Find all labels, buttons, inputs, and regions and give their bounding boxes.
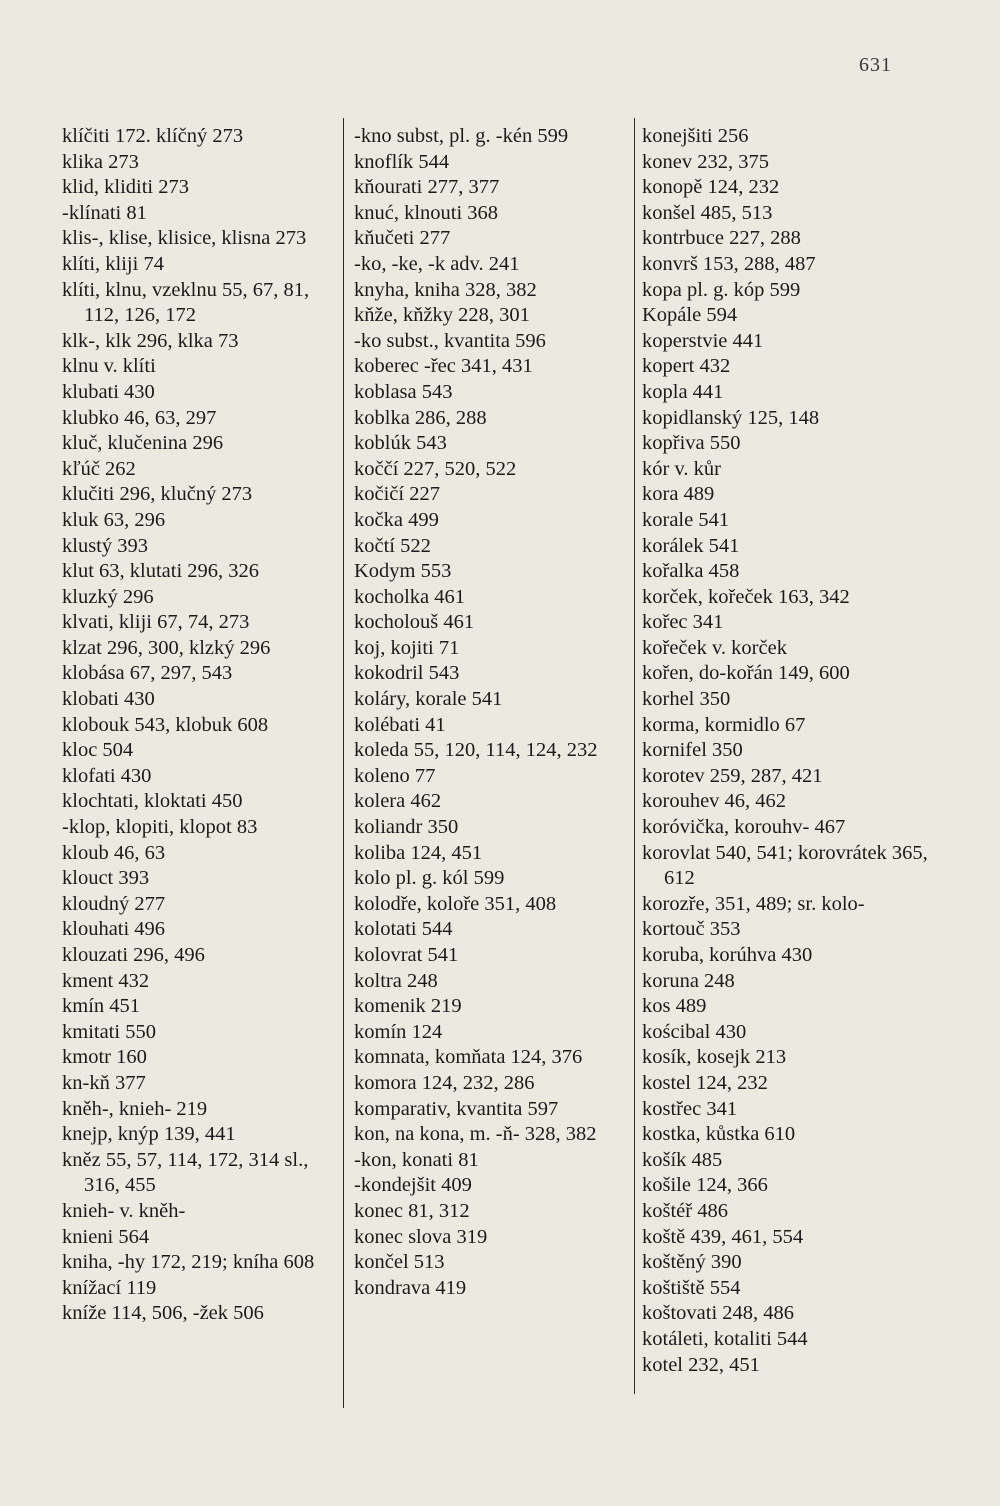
column-divider-2 <box>634 118 635 1394</box>
index-entry: kopla 441 <box>642 380 724 403</box>
index-entry: kon, na kona, m. -ň- 328, 382 <box>354 1123 597 1146</box>
index-entry: kotáleti, kotaliti 544 <box>642 1327 808 1350</box>
index-column-middle <box>354 124 630 1301</box>
index-entry: korovlat 540, 541; korovrátek 365, 612 <box>642 841 928 890</box>
index-entry: kočičí 227 <box>354 483 440 506</box>
index-entry: klučiti 296, klučný 273 <box>62 483 253 506</box>
index-entry: komenik 219 <box>354 995 462 1018</box>
index-entry: klíti, klnu, vzeklnu 55, 67, 81, 112, 126, 172 <box>62 278 310 327</box>
index-entry: klouhati 496 <box>62 918 166 941</box>
index-entry: kostřec 341 <box>642 1097 738 1120</box>
index-entry: korhel 350 <box>642 688 731 711</box>
index-entry: knieh- v. kněh- <box>62 1199 186 1222</box>
index-entry: koččí 227, 520, 522 <box>354 457 517 480</box>
index-entry: kotel 232, 451 <box>642 1353 760 1376</box>
index-entry: kořen, do-kořán 149, 600 <box>642 662 850 685</box>
index-entry: kościbal 430 <box>642 1020 747 1043</box>
index-entry: komparativ, kvantita 597 <box>354 1097 559 1120</box>
index-entry: korma, kormidlo 67 <box>642 713 806 736</box>
index-entry: koblasa 543 <box>354 380 453 403</box>
index-entry: kocholouš 461 <box>354 611 475 634</box>
index-entry: klofati 430 <box>62 764 152 787</box>
index-entry: koště 439, 461, 554 <box>642 1225 804 1248</box>
index-entry: klzat 296, 300, klzký 296 <box>62 636 271 659</box>
index-entry: -klop, klopiti, klopot 83 <box>62 816 258 839</box>
index-entry: kostka, kůstka 610 <box>642 1123 796 1146</box>
index-entry: kostel 124, 232 <box>642 1071 768 1094</box>
index-entry: koštéř 486 <box>642 1199 728 1222</box>
index-entry: korček, kořeček 163, 342 <box>642 585 850 608</box>
index-entry: kopidlanský 125, 148 <box>642 406 820 429</box>
index-entry: koj, kojiti 71 <box>354 636 460 659</box>
index-entry: klobouk 543, klobuk 608 <box>62 713 269 736</box>
index-entry: -ko, -ke, -k adv. 241 <box>354 252 520 275</box>
index-entry: kmotr 160 <box>62 1046 147 1069</box>
index-entry: korotev 259, 287, 421 <box>642 764 823 787</box>
index-entry: koruba, korúhva 430 <box>642 944 813 966</box>
index-entry: končel 513 <box>354 1251 445 1274</box>
index-entry: knyha, kniha 328, 382 <box>354 278 537 301</box>
index-entry: klouzati 296, 496 <box>62 944 205 966</box>
index-entry: klvati, kliji 67, 74, 273 <box>62 611 250 634</box>
index-entry: kolébati 41 <box>354 713 446 736</box>
index-entry: koštěný 390 <box>642 1251 742 1274</box>
index-entry: klouct 393 <box>62 867 150 890</box>
index-entry: klíti, kliji 74 <box>62 252 164 275</box>
index-entry: knieni 564 <box>62 1225 150 1248</box>
index-entry: konev 232, 375 <box>642 150 769 173</box>
index-entry: klika 273 <box>62 150 139 173</box>
index-column-left <box>62 124 338 1327</box>
index-entry: konejšiti 256 <box>642 125 749 147</box>
index-entry: kňourati 277, 377 <box>354 176 500 199</box>
index-entry: kočka 499 <box>354 508 439 531</box>
index-entry: kornifel 350 <box>642 739 743 762</box>
index-entry: kořec 341 <box>642 611 724 634</box>
index-entry: koliandr 350 <box>354 816 459 839</box>
index-entry: klk-, klk 296, klka 73 <box>62 329 239 352</box>
index-entry: knejp, knýp 139, 441 <box>62 1123 236 1146</box>
index-entry: kľúč 262 <box>62 457 136 480</box>
index-entry: kopert 432 <box>642 355 731 378</box>
index-entry: koleno 77 <box>354 764 436 787</box>
index-entry: koruna 248 <box>642 969 735 992</box>
index-entry: korouhev 46, 462 <box>642 790 787 813</box>
index-entry: koltra 248 <box>354 969 438 992</box>
index-entry: -kno subst, pl. g. -kén 599 <box>354 125 569 147</box>
index-entry: -kon, konati 81 <box>354 1148 479 1171</box>
index-entry: konopě 124, 232 <box>642 176 780 199</box>
index-entry: kontrbuce 227, 288 <box>642 227 801 250</box>
index-entry: klochtati, kloktati 450 <box>62 790 243 813</box>
index-entry: kolotati 544 <box>354 918 453 941</box>
index-entry: koberec -řec 341, 431 <box>354 355 533 378</box>
index-entry: Kopále 594 <box>642 304 738 327</box>
index-entry: kluč, klučenina 296 <box>62 432 224 455</box>
index-entry: kněh-, knieh- 219 <box>62 1097 208 1120</box>
index-entry: knuć, klnouti 368 <box>354 201 499 224</box>
index-entry: konšel 485, 513 <box>642 201 773 224</box>
index-entry: kňže, kňžky 228, 301 <box>354 304 530 327</box>
index-entry: komnata, komňata 124, 376 <box>354 1046 583 1069</box>
index-entry: kňučeti 277 <box>354 227 451 250</box>
index-entry: košík 485 <box>642 1148 723 1171</box>
index-entry: kníže 114, 506, -žek 506 <box>62 1302 264 1325</box>
page-number: 631 <box>859 54 892 76</box>
index-entry: klobati 430 <box>62 688 155 711</box>
index-entry: kór v. kůr <box>642 457 721 480</box>
index-entry: koperstvie 441 <box>642 329 764 352</box>
index-entry: kos 489 <box>642 995 707 1018</box>
index-entry: komora 124, 232, 286 <box>354 1071 535 1094</box>
index-entry: knoflík 544 <box>354 150 450 173</box>
index-entry: koblúk 543 <box>354 432 447 455</box>
index-entry: klid, kliditi 273 <box>62 176 189 199</box>
index-entry: kloudný 277 <box>62 892 166 915</box>
index-entry: kosík, kosejk 213 <box>642 1046 787 1069</box>
index-entry: košile 124, 366 <box>642 1174 768 1197</box>
index-entry: kolera 462 <box>354 790 442 813</box>
index-entry: kortouč 353 <box>642 918 741 941</box>
index-entry: -kondejšit 409 <box>354 1174 472 1197</box>
index-entry: klobása 67, 297, 543 <box>62 662 233 685</box>
index-entry: kn-kň 377 <box>62 1071 146 1094</box>
index-entry: klubati 430 <box>62 380 155 403</box>
index-entry: koliba 124, 451 <box>354 841 483 864</box>
index-entry: komín 124 <box>354 1020 443 1043</box>
index-entry: kopa pl. g. kóp 599 <box>642 278 801 301</box>
index-entry: knížací 119 <box>62 1276 157 1299</box>
index-entry: kluk 63, 296 <box>62 508 166 531</box>
index-entry: klubko 46, 63, 297 <box>62 406 217 429</box>
index-entry: kmín 451 <box>62 995 141 1018</box>
index-entry: koláry, korale 541 <box>354 688 503 711</box>
index-entry: koleda 55, 120, 114, 124, 232 <box>354 739 598 762</box>
index-entry: kloub 46, 63 <box>62 841 166 864</box>
index-entry: kolo pl. g. kól 599 <box>354 867 505 890</box>
index-entry: koblka 286, 288 <box>354 406 487 429</box>
index-entry: koróvička, korouhv- 467 <box>642 816 846 839</box>
index-entry: kořalka 458 <box>642 560 740 583</box>
index-entry: kokodril 543 <box>354 662 460 685</box>
index-entry: konec slova 319 <box>354 1225 488 1248</box>
index-entry: klis-, klise, klisice, klisna 273 <box>62 227 307 250</box>
index-entry: klut 63, klutati 296, 326 <box>62 560 260 583</box>
index-entry: konvrš 153, 288, 487 <box>642 252 816 275</box>
index-entry: kora 489 <box>642 483 715 506</box>
index-entry: kněz 55, 57, 114, 172, 314 sl., 316, 455 <box>62 1148 309 1197</box>
index-entry: kmitati 550 <box>62 1020 156 1043</box>
index-entry: kluzký 296 <box>62 585 154 608</box>
index-entry: kondrava 419 <box>354 1276 467 1299</box>
index-entry: Kodym 553 <box>354 560 452 583</box>
index-entry: kniha, -hy 172, 219; kníha 608 <box>62 1251 315 1274</box>
index-entry: kloc 504 <box>62 739 134 762</box>
index-entry: kočtí 522 <box>354 534 431 557</box>
index-entry: kocholka 461 <box>354 585 466 608</box>
index-entry: koštiště 554 <box>642 1276 741 1299</box>
index-entry: korálek 541 <box>642 534 740 557</box>
index-entry: kolovrat 541 <box>354 944 459 966</box>
index-column-right <box>642 124 938 1378</box>
index-entry: konec 81, 312 <box>354 1199 470 1222</box>
index-entry: kopřiva 550 <box>642 432 741 455</box>
index-entry: korozře, 351, 489; sr. kolo- <box>642 892 865 915</box>
column-divider-1 <box>343 118 344 1408</box>
index-entry: kořeček v. korček <box>642 636 787 659</box>
index-entry: -ko subst., kvantita 596 <box>354 329 546 352</box>
index-entry: korale 541 <box>642 508 730 531</box>
index-entry: klustý 393 <box>62 534 148 557</box>
index-entry: klnu v. klíti <box>62 355 156 378</box>
index-entry: koštovati 248, 486 <box>642 1302 795 1325</box>
index-entry: -klínati 81 <box>62 201 147 224</box>
index-entry: klíčiti 172. klíčný 273 <box>62 125 244 147</box>
index-entry: kment 432 <box>62 969 150 992</box>
index-entry: kolodře, koloře 351, 408 <box>354 892 557 915</box>
